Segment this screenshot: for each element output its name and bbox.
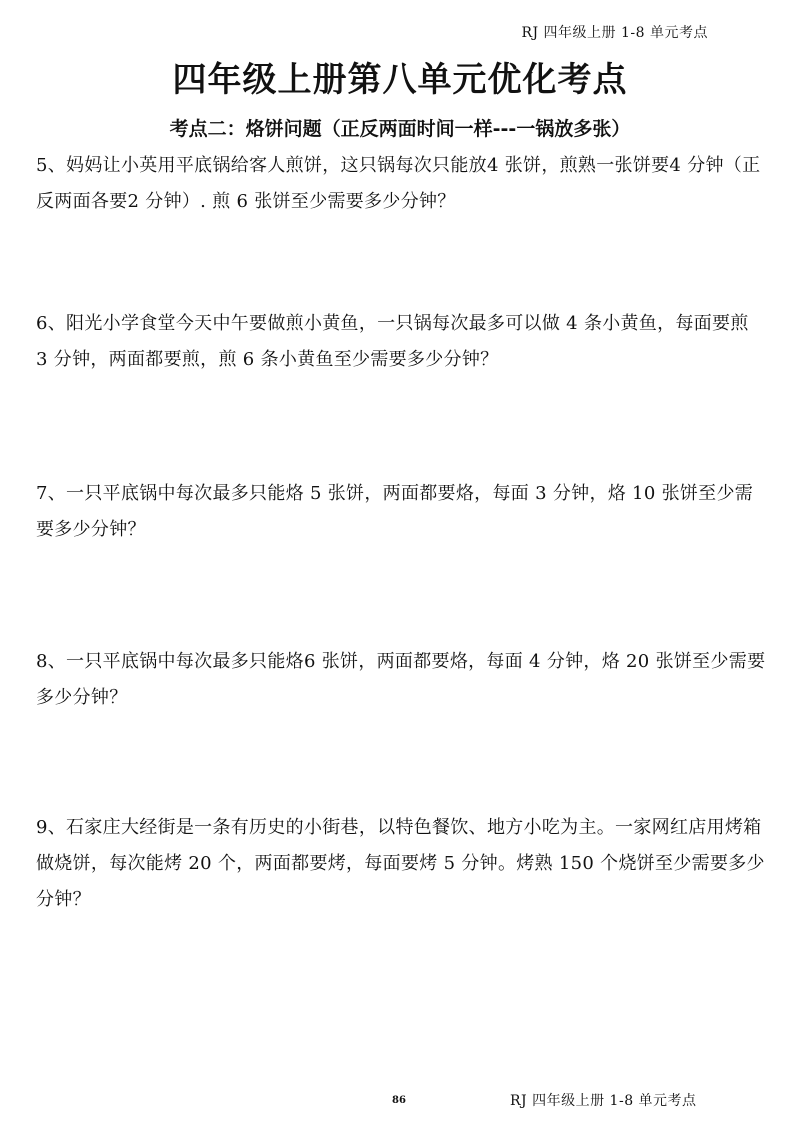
- problem-8: 8、一只平底锅中每次最多只能烙6 张饼，两面都要烙，每面 4 分钟，烙 20 张饼至少需要多少分钟？: [36, 651, 766, 708]
- problem-9: 9、石家庄大经街是一条有历史的小街巷，以特色餐饮、地方小吃为主。一家网红店用烤箱做烧饼，每次能烤 20 个，两面都要烤，每面要烤 5 分钟。烤熟 150 个烧饼至少需要多少分钟？: [36, 817, 765, 910]
- footer-note: RJ 四年级上册 1-8 单元考点: [510, 1093, 697, 1109]
- section-subtitle: 考点二：烙饼问题（正反两面时间一样---一锅放多张）: [169, 118, 631, 140]
- page-number: 86: [392, 1095, 406, 1106]
- header-note: RJ 四年级上册 1-8 单元考点: [521, 25, 708, 41]
- problem-5: 5、妈妈让小英用平底锅给客人煎饼，这只锅每次只能放4 张饼，煎熟一张饼要4 分钟（正反两面各要2 分钟）. 煎 6 张饼至少需要多少分钟？: [36, 155, 761, 212]
- page-title: 四年级上册第八单元优化考点: [172, 60, 628, 100]
- problem-6: 6、阳光小学食堂今天中午要做煎小黄鱼，一只锅每次最多可以做 4 条小黄鱼，每面要煎 3 分钟，两面都要煎，煎 6 条小黄鱼至少需要多少分钟？: [36, 313, 749, 370]
- problem-7: 7、一只平底锅中每次最多只能烙 5 张饼，两面都要烙，每面 3 分钟，烙 10 张饼至少需要多少分钟？: [36, 483, 754, 540]
